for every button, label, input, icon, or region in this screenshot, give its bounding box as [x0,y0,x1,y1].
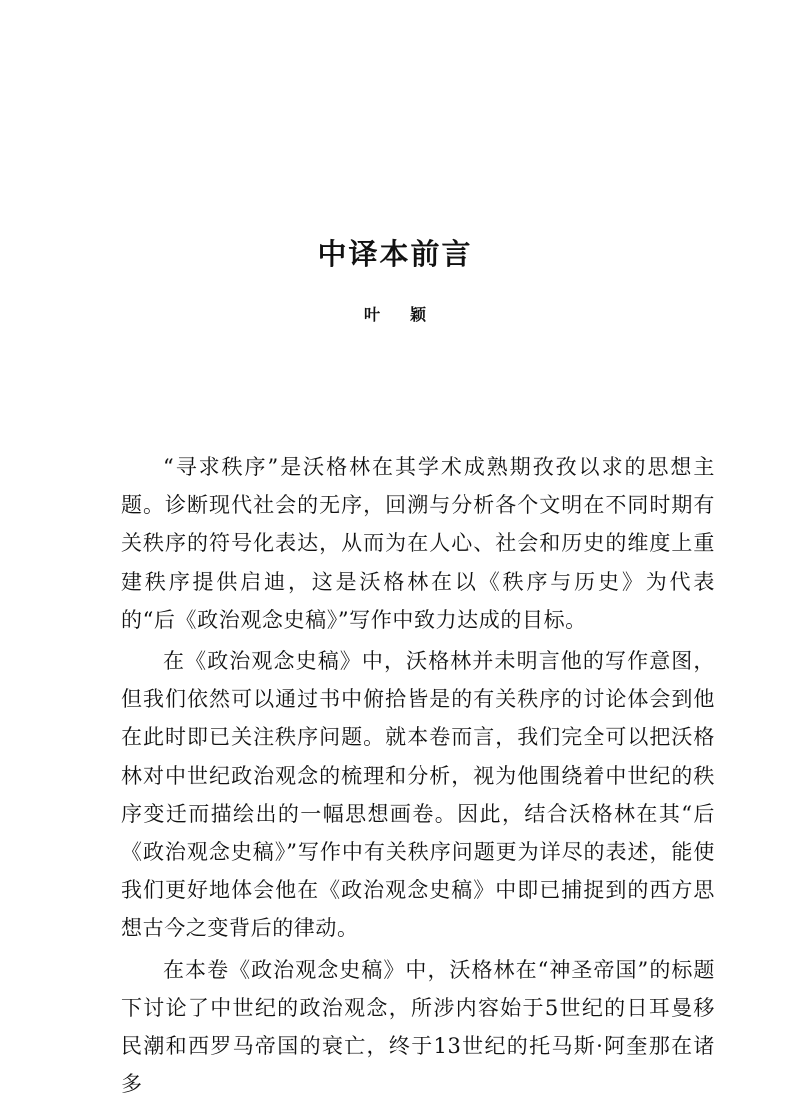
paragraph-2: 在《政治观念史稿》中，沃格林并未明言他的写作意图，但我们依然可以通过书中俯拾皆是的有关秩序的讨论体会到他在此时即已关注秩序问题。就本卷而言，我们完全可以把沃格林对中世纪政治观念的梳理和分析，视为他围绕着中世纪的秩序变迁而描绘出的一幅思想画卷。因此，结合沃格林在其“后《政治观念史稿》”写作中有关秩序问题更为详尽的表述，能使我们更好地体会他在《政治观念史稿》中即已捕捉到的西方思想古今之变背后的律动。 [121,649,715,941]
paragraph-1: “寻求秩序”是沃格林在其学术成熟期孜孜以求的思想主题。诊断现代社会的无序，回溯与分析各个文明在不同时期有关秩序的符号化表达，从而为在人心、社会和历史的维度上重建秩序提供启迪，这是沃格林在以《秩序与历史》为代表的“后《政治观念史稿》”写作中致力达成的目标。 [121,455,715,632]
author-char-1: 叶 [363,305,380,324]
author-name [0,302,790,325]
author-char-2: 颖 [410,305,427,324]
paragraph-3: 在本卷《政治观念史稿》中，沃格林在“神圣帝国”的标题下讨论了中世纪的政治观念，所涉内容始于5世纪的日耳曼移民潮和西罗马帝国的衰亡，终于13世纪的托马斯·阿奎那在诸多 [121,957,715,1097]
body-text [121,448,715,1106]
page-title: 中译本前言 [317,237,473,271]
